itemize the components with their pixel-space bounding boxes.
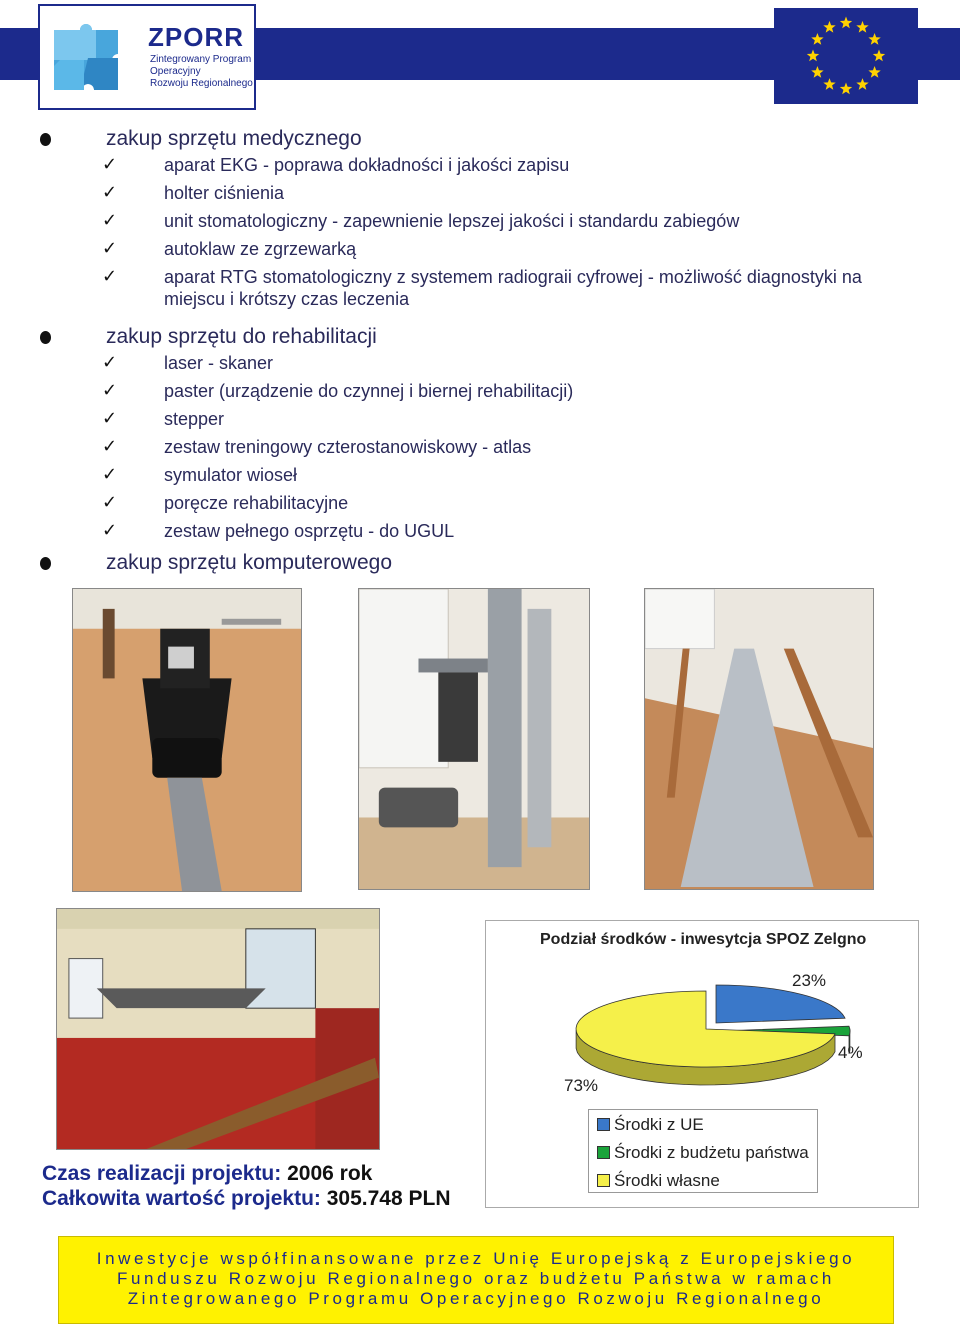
legend-item — [597, 1114, 704, 1136]
eu-star-icon — [856, 21, 868, 33]
eu-star-icon — [873, 50, 885, 62]
list-item-text: paster (urządzenie do czynnej i biernej rehabilitacji) — [164, 381, 574, 401]
checkmark-icon: ✓ — [102, 238, 118, 259]
eu-star-icon — [856, 78, 868, 90]
checkmark-icon: ✓ — [102, 210, 118, 231]
checkmark-icon: ✓ — [102, 436, 118, 457]
eu-star-icon — [823, 21, 835, 33]
list-item-text: laser - skaner — [164, 353, 274, 373]
logo-title: ZPORR — [148, 22, 244, 52]
logo-sub-line: Zintegrowany Program — [150, 54, 252, 65]
list-item-text: zestaw treningowy czterostanowiskowy - atlas — [164, 437, 532, 457]
list-item — [0, 464, 960, 492]
checkmark-icon: ✓ — [102, 492, 118, 513]
section-title-text: zakup sprzętu komputerowego — [106, 551, 392, 574]
legend-label: Środki z budżetu państwa — [614, 1143, 809, 1162]
checkmark-icon: ✓ — [102, 464, 118, 485]
eu-star-icon — [840, 17, 852, 29]
pie-chart — [485, 920, 919, 1208]
section-rehab — [0, 322, 960, 548]
section-title-text: zakup sprzętu medycznego — [106, 127, 362, 150]
project-time-label: Czas realizacji projektu — [42, 1162, 275, 1185]
checkmark-icon: ✓ — [102, 408, 118, 429]
photo-gym-atlas — [358, 588, 590, 890]
section-medical — [0, 124, 960, 322]
list-item-text: unit stomatologiczny - zapewnienie lepszej jakości i standardu zabiegów — [164, 211, 740, 231]
checkmark-icon: ✓ — [102, 520, 118, 541]
project-value-label: Całkowita wartość projektu — [42, 1187, 314, 1210]
eu-star-icon — [868, 66, 880, 78]
list-item — [0, 520, 960, 548]
eu-star-icon — [811, 66, 823, 78]
checkmark-icon: ✓ — [102, 352, 118, 373]
list-item — [0, 210, 960, 238]
legend-item — [597, 1142, 809, 1164]
list-item-text: poręcze rehabilitacyjne — [164, 493, 349, 513]
legend-item — [597, 1170, 720, 1192]
bullet-dot-icon — [40, 557, 51, 570]
list-item-text: aparat EKG - poprawa dokładności i jakości zapisu — [164, 155, 570, 175]
footer-line: Inwestycje współfinansowane przez Unię Europejską z Europejskiego — [96, 1249, 856, 1268]
footer-line: Funduszu Rozwoju Regionalnego oraz budżetu Państwa w ramach — [117, 1269, 835, 1288]
list-item — [0, 408, 960, 436]
item-list — [0, 154, 960, 322]
legend-label: Środki z UE — [614, 1115, 704, 1134]
section-title — [0, 548, 960, 578]
eu-star-icon — [823, 78, 835, 90]
list-item — [0, 182, 960, 210]
footer-banner — [58, 1236, 894, 1324]
content — [0, 124, 960, 578]
checkmark-icon: ✓ — [102, 380, 118, 401]
item-list — [0, 352, 960, 548]
section-computer — [0, 548, 960, 578]
legend-swatch — [597, 1174, 610, 1187]
list-item — [0, 238, 960, 266]
eu-star-icon — [868, 33, 880, 45]
project-value-value: 305.748 PLN — [326, 1187, 451, 1210]
pct-label-ue: 23% — [792, 971, 827, 990]
list-item-text: symulator wioseł — [164, 465, 298, 485]
project-time: Czas realizacji projektu: 2006 rok — [42, 1162, 373, 1185]
zporr-logo — [38, 4, 256, 110]
chart-legend — [588, 1109, 818, 1193]
list-item — [0, 352, 960, 380]
logo-sub-line: Rozwoju Regionalnego — [150, 78, 253, 89]
list-item — [0, 436, 960, 464]
checkmark-icon: ✓ — [102, 182, 118, 203]
section-title — [0, 124, 960, 154]
pct-label-wlasne: 73% — [564, 1076, 599, 1095]
list-item — [0, 492, 960, 520]
list-item — [0, 266, 960, 322]
section-title — [0, 322, 960, 352]
photo-building-ramp — [56, 908, 380, 1150]
checkmark-icon: ✓ — [102, 266, 118, 287]
section-title-text: zakup sprzętu do rehabilitacji — [106, 325, 377, 348]
eu-star-icon — [811, 33, 823, 45]
bullet-dot-icon — [40, 133, 51, 146]
pct-label-budzet: 4% — [838, 1043, 863, 1062]
list-item-text: stepper — [164, 409, 225, 429]
legend-label: Środki własne — [614, 1171, 720, 1190]
photo-parallel-bars — [644, 588, 874, 890]
list-item — [0, 380, 960, 408]
bullet-dot-icon — [40, 331, 51, 344]
eu-star-icon — [807, 50, 819, 62]
chart-title: Podział środków - inwesytcja SPOZ Zelgno — [540, 931, 867, 948]
list-item — [0, 154, 960, 182]
eu-flag-icon — [774, 8, 918, 104]
list-item-text: autoklaw ze zgrzewarką — [164, 239, 357, 259]
checkmark-icon: ✓ — [102, 154, 118, 175]
footer-line: Zintegrowanego Programu Operacyjnego Rozwoju Regionalnego — [127, 1289, 825, 1308]
project-value: Całkowita wartość projektu: 305.748 PLN — [42, 1187, 451, 1210]
puzzle-logo-icon — [50, 20, 126, 94]
list-item-text: holter ciśnienia — [164, 183, 285, 203]
list-item-text: aparat RTG stomatologiczny z systemem radiograii cyfrowej - możliwość diagnostyki na miejscu i krótszy czas leczenia — [164, 267, 862, 309]
eu-star-icon — [840, 83, 852, 95]
list-item-text: zestaw pełnego osprzętu - do UGUL — [164, 521, 455, 541]
photo-rowing-simulator — [72, 588, 302, 892]
logo-subtitle — [150, 54, 255, 90]
logo-sub-line: Operacyjny — [150, 66, 201, 77]
legend-swatch — [597, 1118, 610, 1131]
project-time-value: 2006 rok — [287, 1162, 373, 1185]
legend-swatch — [597, 1146, 610, 1159]
